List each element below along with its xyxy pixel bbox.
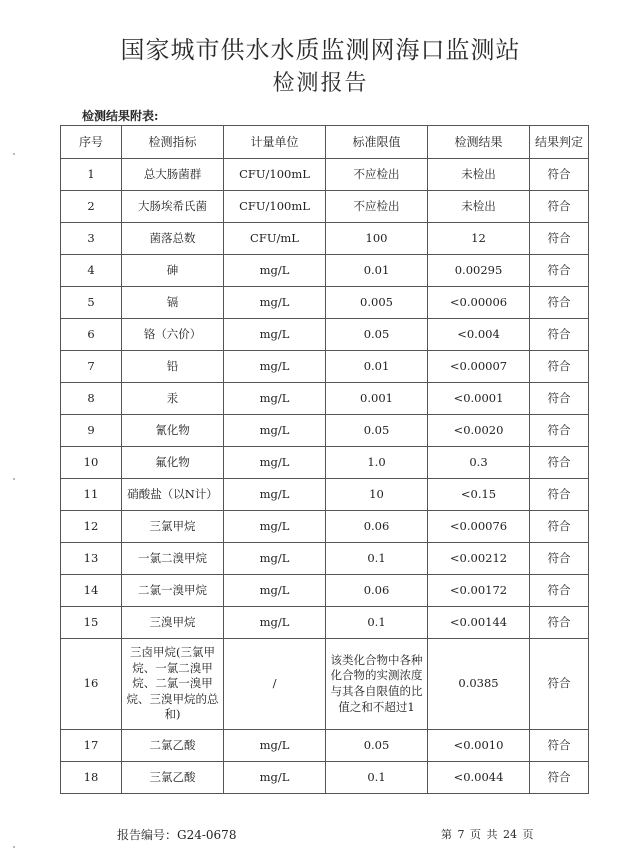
cell-limit: 不应检出 xyxy=(326,191,428,223)
cell-index: 13 xyxy=(61,543,122,575)
cell-unit: mg/L xyxy=(224,762,326,794)
cell-judgement: 符合 xyxy=(530,415,589,447)
cell-index: 15 xyxy=(61,607,122,639)
cell-result: 0.0385 xyxy=(428,639,530,730)
cell-result: <0.0001 xyxy=(428,383,530,415)
cell-indicator: 氰化物 xyxy=(122,415,224,447)
cell-indicator: 二氯一溴甲烷 xyxy=(122,575,224,607)
cell-unit: mg/L xyxy=(224,730,326,762)
table-row xyxy=(61,255,589,287)
cell-judgement: 符合 xyxy=(530,730,589,762)
table-row xyxy=(61,415,589,447)
cell-index: 2 xyxy=(61,191,122,223)
cell-unit: mg/L xyxy=(224,447,326,479)
cell-indicator: 氟化物 xyxy=(122,447,224,479)
cell-index: 18 xyxy=(61,762,122,794)
cell-limit: 0.05 xyxy=(326,415,428,447)
cell-limit: 100 xyxy=(326,223,428,255)
cell-unit: mg/L xyxy=(224,575,326,607)
col-header-judgement: 结果判定 xyxy=(530,126,589,159)
cell-judgement: 符合 xyxy=(530,255,589,287)
table-row xyxy=(61,287,589,319)
cell-result: <0.00076 xyxy=(428,511,530,543)
table-row xyxy=(61,351,589,383)
results-table xyxy=(60,125,589,794)
cell-indicator: 硝酸盐（以N计） xyxy=(122,479,224,511)
cell-judgement: 符合 xyxy=(530,762,589,794)
cell-result: <0.00007 xyxy=(428,351,530,383)
cell-indicator: 三卤甲烷(三氯甲烷、一氯二溴甲烷、二氯一溴甲烷、三溴甲烷的总和) xyxy=(122,639,224,730)
cell-indicator: 三氯甲烷 xyxy=(122,511,224,543)
cell-result: <0.0010 xyxy=(428,730,530,762)
cell-judgement: 符合 xyxy=(530,287,589,319)
cell-judgement: 符合 xyxy=(530,639,589,730)
cell-unit: mg/L xyxy=(224,383,326,415)
cell-index: 16 xyxy=(61,639,122,730)
cell-unit: mg/L xyxy=(224,511,326,543)
cell-result: 未检出 xyxy=(428,159,530,191)
cell-index: 6 xyxy=(61,319,122,351)
cell-indicator: 一氯二溴甲烷 xyxy=(122,543,224,575)
cell-limit: 0.1 xyxy=(326,607,428,639)
col-header-unit: 计量单位 xyxy=(224,126,326,159)
cell-judgement: 符合 xyxy=(530,543,589,575)
cell-index: 1 xyxy=(61,159,122,191)
cell-judgement: 符合 xyxy=(530,159,589,191)
table-row xyxy=(61,762,589,794)
cell-indicator: 铬（六价） xyxy=(122,319,224,351)
cell-unit: / xyxy=(224,639,326,730)
cell-limit: 1.0 xyxy=(326,447,428,479)
table-row xyxy=(61,191,589,223)
col-header-index: 序号 xyxy=(61,126,122,159)
cell-judgement: 符合 xyxy=(530,383,589,415)
cell-result: <0.00144 xyxy=(428,607,530,639)
cell-unit: CFU/100mL xyxy=(224,191,326,223)
cell-index: 10 xyxy=(61,447,122,479)
cell-unit: mg/L xyxy=(224,543,326,575)
cell-limit: 0.05 xyxy=(326,319,428,351)
cell-judgement: 符合 xyxy=(530,479,589,511)
cell-indicator: 镉 xyxy=(122,287,224,319)
cell-result: <0.15 xyxy=(428,479,530,511)
table-row xyxy=(61,159,589,191)
cell-judgement: 符合 xyxy=(530,191,589,223)
cell-judgement: 符合 xyxy=(530,511,589,543)
page-indicator: 第 7 页 共 24 页 xyxy=(441,828,534,841)
cell-index: 14 xyxy=(61,575,122,607)
cell-index: 7 xyxy=(61,351,122,383)
cell-result: 0.00295 xyxy=(428,255,530,287)
cell-index: 8 xyxy=(61,383,122,415)
scan-dot xyxy=(13,153,15,155)
table-caption: 检测结果附表: xyxy=(82,109,159,123)
cell-indicator: 菌落总数 xyxy=(122,223,224,255)
scan-dot xyxy=(13,478,15,480)
cell-indicator: 三溴甲烷 xyxy=(122,607,224,639)
cell-unit: mg/L xyxy=(224,415,326,447)
cell-unit: mg/L xyxy=(224,351,326,383)
cell-judgement: 符合 xyxy=(530,351,589,383)
cell-indicator: 三氯乙酸 xyxy=(122,762,224,794)
cell-unit: CFU/mL xyxy=(224,223,326,255)
report-number: 报告编号：G24-0678 xyxy=(117,828,237,842)
report-title-org: 国家城市供水水质监测网海口监测站 xyxy=(120,36,521,64)
cell-judgement: 符合 xyxy=(530,319,589,351)
cell-judgement: 符合 xyxy=(530,607,589,639)
table-row xyxy=(61,639,589,730)
cell-unit: mg/L xyxy=(224,479,326,511)
table-row xyxy=(61,447,589,479)
cell-result: 0.3 xyxy=(428,447,530,479)
col-header-indicator: 检测指标 xyxy=(122,126,224,159)
cell-limit: 0.001 xyxy=(326,383,428,415)
scan-dot xyxy=(13,846,15,848)
cell-unit: mg/L xyxy=(224,287,326,319)
cell-limit: 0.005 xyxy=(326,287,428,319)
cell-indicator: 汞 xyxy=(122,383,224,415)
col-header-result: 检测结果 xyxy=(428,126,530,159)
cell-index: 12 xyxy=(61,511,122,543)
cell-limit: 0.01 xyxy=(326,255,428,287)
cell-indicator: 总大肠菌群 xyxy=(122,159,224,191)
cell-limit: 0.1 xyxy=(326,762,428,794)
cell-index: 17 xyxy=(61,730,122,762)
table-row xyxy=(61,383,589,415)
cell-index: 5 xyxy=(61,287,122,319)
cell-result: <0.00172 xyxy=(428,575,530,607)
table-row xyxy=(61,543,589,575)
cell-result: 12 xyxy=(428,223,530,255)
cell-result: <0.0020 xyxy=(428,415,530,447)
cell-result: <0.004 xyxy=(428,319,530,351)
table-row xyxy=(61,511,589,543)
table-row xyxy=(61,607,589,639)
table-row xyxy=(61,730,589,762)
cell-result: <0.00006 xyxy=(428,287,530,319)
cell-indicator: 砷 xyxy=(122,255,224,287)
table-row xyxy=(61,479,589,511)
cell-unit: CFU/100mL xyxy=(224,159,326,191)
cell-index: 3 xyxy=(61,223,122,255)
report-title: 检测报告 xyxy=(272,71,369,96)
cell-judgement: 符合 xyxy=(530,575,589,607)
table-header-row xyxy=(61,126,589,159)
cell-index: 9 xyxy=(61,415,122,447)
cell-limit: 0.1 xyxy=(326,543,428,575)
table-row xyxy=(61,575,589,607)
cell-unit: mg/L xyxy=(224,255,326,287)
cell-result: <0.00212 xyxy=(428,543,530,575)
col-header-limit: 标准限值 xyxy=(326,126,428,159)
cell-limit: 10 xyxy=(326,479,428,511)
cell-limit: 0.06 xyxy=(326,575,428,607)
cell-limit: 0.05 xyxy=(326,730,428,762)
table-row xyxy=(61,223,589,255)
cell-result: <0.0044 xyxy=(428,762,530,794)
table-row xyxy=(61,319,589,351)
cell-unit: mg/L xyxy=(224,319,326,351)
cell-limit: 不应检出 xyxy=(326,159,428,191)
cell-limit: 0.06 xyxy=(326,511,428,543)
cell-judgement: 符合 xyxy=(530,447,589,479)
cell-indicator: 大肠埃希氏菌 xyxy=(122,191,224,223)
cell-index: 11 xyxy=(61,479,122,511)
cell-index: 4 xyxy=(61,255,122,287)
cell-limit: 该类化合物中各种化合物的实测浓度与其各自限值的比值之和不超过1 xyxy=(326,639,428,730)
cell-judgement: 符合 xyxy=(530,223,589,255)
cell-result: 未检出 xyxy=(428,191,530,223)
cell-unit: mg/L xyxy=(224,607,326,639)
cell-indicator: 二氯乙酸 xyxy=(122,730,224,762)
cell-indicator: 铅 xyxy=(122,351,224,383)
cell-limit: 0.01 xyxy=(326,351,428,383)
